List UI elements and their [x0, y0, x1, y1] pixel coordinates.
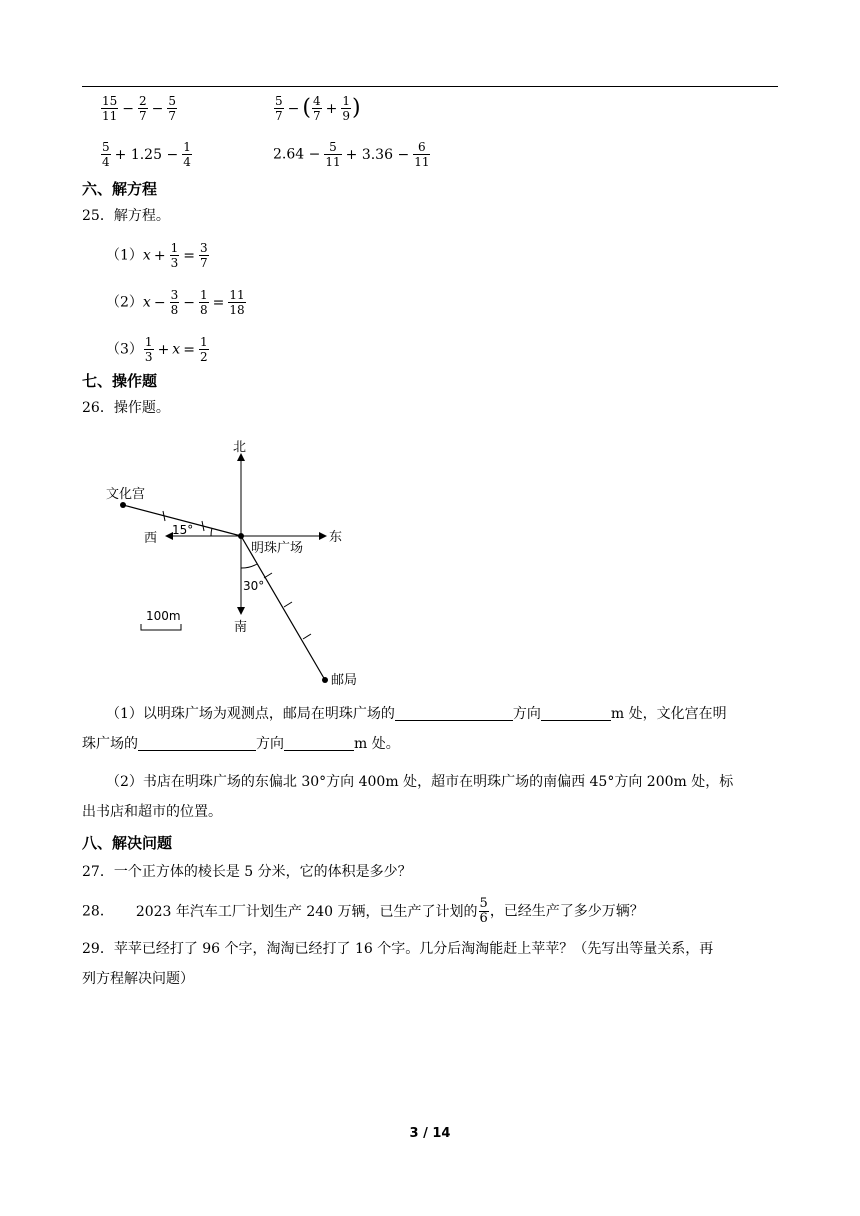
answer-blank-distance-post[interactable]	[541, 704, 611, 721]
south-label: 南	[234, 620, 248, 635]
direction-diagram	[100, 432, 380, 694]
west-label: 西	[144, 531, 158, 546]
question-26-part-1: （1）以明珠广场为观测点，邮局在明珠广场的 方向 m 处，文化宫在明 珠广场的 方向 m 处。	[82, 706, 727, 752]
scale-bar	[141, 624, 181, 630]
angle-arc-30	[241, 564, 257, 568]
section-title-operations: 七、操作题	[82, 372, 158, 390]
equation-3: （3） $\frac{1}{3}$ + x = $\frac{1}{2}$	[106, 335, 208, 364]
calc-expression-3: $\frac{5}{4}$ + 1.25 − $\frac{1}{4}$	[102, 140, 191, 169]
question-26-part-2: （2）书店在明珠广场的东偏北 30°方向 400m 处，超市在明珠广场的南偏西 45°方向 200m 处，标 出书店和超市的位置。	[82, 774, 734, 820]
north-label: 北	[233, 440, 247, 455]
scale-label: 100m	[146, 609, 181, 623]
header-rule	[82, 86, 778, 87]
answer-blank-distance-wenhuagong[interactable]	[284, 734, 354, 751]
wenhuagong-label: 文化宫	[106, 487, 146, 502]
question-28: 28． 2023 年汽车工厂计划生产 240 万辆，已生产了计划的 $\frac{5}{6}$ ，已经生产了多少万辆？	[82, 896, 644, 926]
plaza-point	[238, 533, 244, 539]
calc-expression-2: $\frac{5}{7}$ − ( $\frac{4}{7}$ + $\frac{1}{9}$ )	[275, 94, 361, 123]
question-26: 26．操作题。	[82, 400, 170, 416]
answer-blank-direction-wenhuagong[interactable]	[138, 734, 256, 751]
wenhuagong-point	[120, 502, 126, 508]
page-number: 3 / 14	[409, 1126, 451, 1141]
tick-mark	[264, 573, 272, 578]
angle-label-15: 15°	[172, 523, 194, 537]
equation-2: （2）x − $\frac{3}{8}$ − $\frac{1}{8}$ = $\frac{11}{18}$	[106, 288, 245, 317]
post-office-label: 邮局	[331, 673, 358, 688]
calc-expression-4: 2.64 − $\frac{5}{11}$ + 3.36 − $\frac{6}{11}$	[273, 140, 430, 169]
question-25: 25．解方程。	[82, 208, 170, 224]
question-29: 29．苹苹已经打了 96 个字，淘淘已经打了 16 个字。几分后淘淘能赶上苹苹？（先写出等量关系，再 列方程解决问题）	[82, 941, 714, 987]
calc-expression-1: $\frac{15}{11}$ − $\frac{2}{7}$ − $\frac{5}{7}$	[102, 94, 177, 123]
tick-mark	[284, 602, 292, 607]
post-office-point	[322, 677, 328, 683]
plaza-label: 明珠广场	[251, 541, 304, 556]
section-title-problems: 八、解决问题	[82, 834, 173, 852]
answer-blank-direction-post[interactable]	[395, 704, 513, 721]
east-label: 东	[329, 530, 343, 545]
angle-label-30: 30°	[243, 579, 265, 593]
section-title-equations: 六、解方程	[82, 180, 158, 198]
tick-mark	[303, 634, 311, 639]
post-office-ray	[241, 536, 325, 680]
question-27: 27．一个正方体的棱长是 5 分米，它的体积是多少？	[82, 864, 412, 880]
angle-arc-15	[211, 528, 212, 536]
equation-1: （1）x + $\frac{1}{3}$ = $\frac{3}{7}$	[106, 241, 208, 270]
